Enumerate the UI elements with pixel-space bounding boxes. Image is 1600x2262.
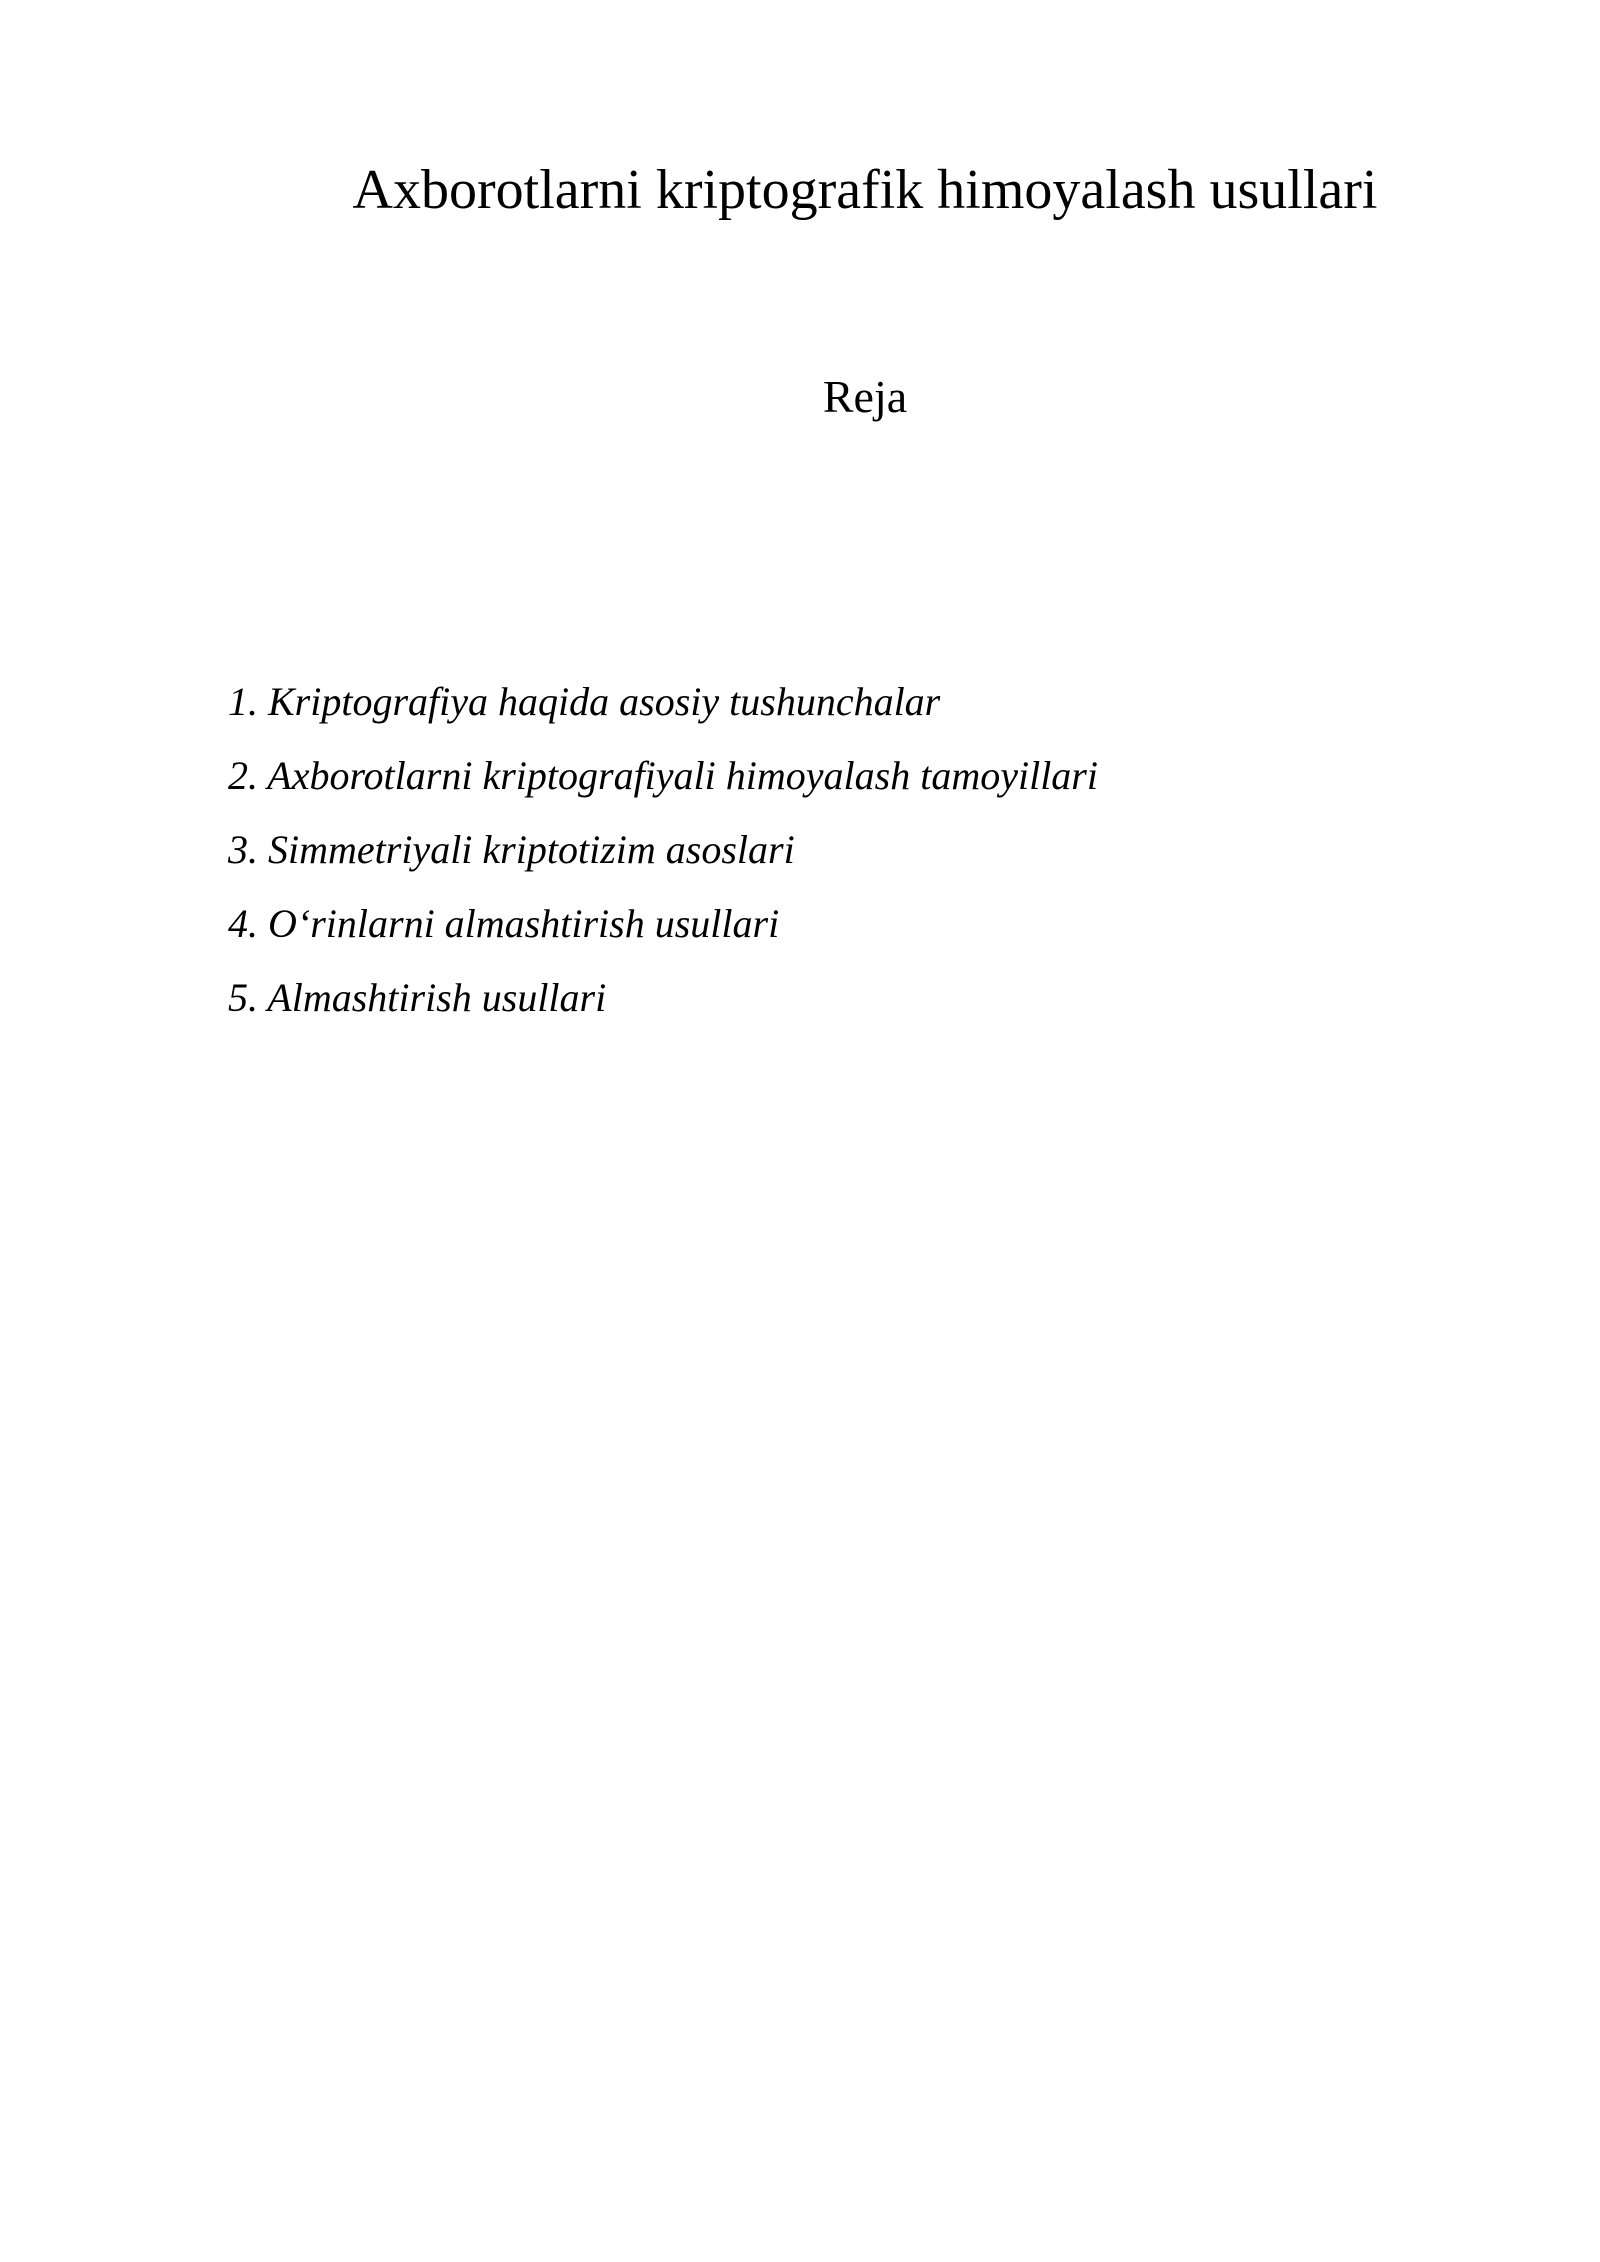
document-title: Axborotlarni kriptografik himoyalash usullari: [352, 159, 1378, 221]
plan-item-4: 4. O‘rinlarni almashtirish usullari: [228, 901, 780, 946]
plan-item-2: 2. Axborotlarni kriptografiyali himoyalash tamoyillari: [228, 753, 1098, 798]
plan-list: [228, 665, 1098, 1035]
plan-item-5: 5. Almashtirish usullari: [228, 975, 607, 1020]
plan-item-1: 1. Kriptografiya haqida asosiy tushunchalar: [228, 679, 941, 724]
plan-heading: Reja: [822, 371, 908, 422]
plan-item-3: 3. Simmetriyali kriptotizim asoslari: [228, 827, 795, 872]
